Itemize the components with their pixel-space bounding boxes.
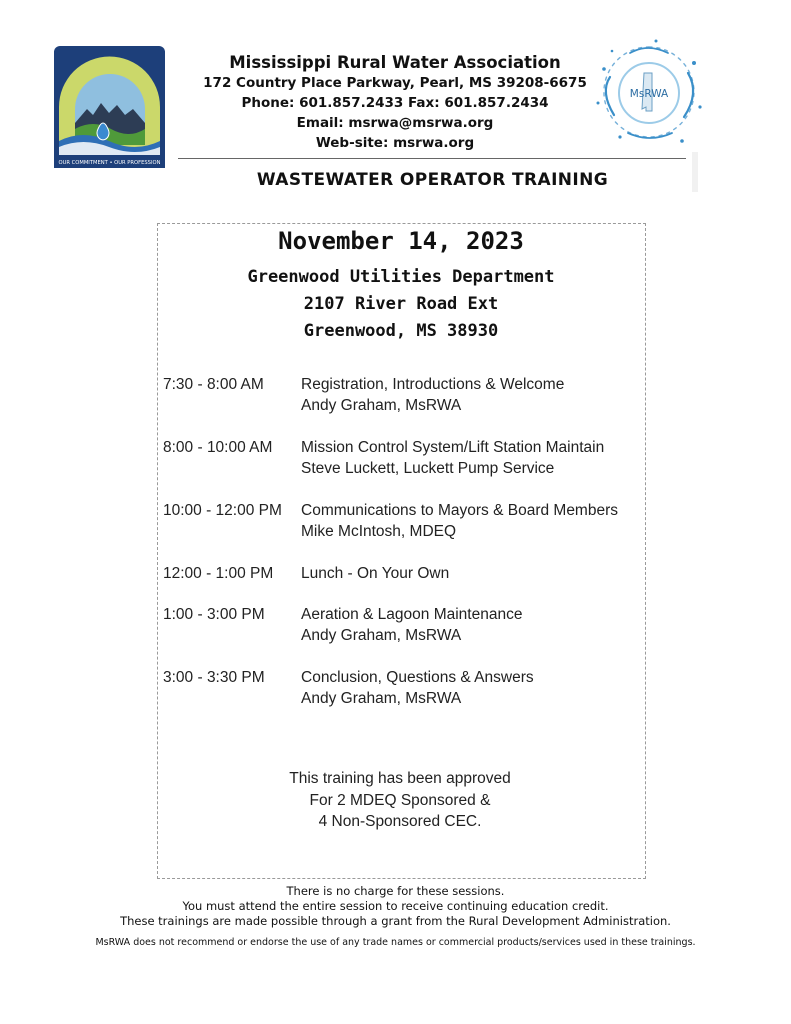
header-divider: [178, 158, 686, 159]
session-title: Lunch - On Your Own: [301, 565, 450, 582]
schedule-desc: [301, 437, 641, 479]
org-website: Web-site: msrwa.org: [315, 135, 475, 151]
venue-name: Greenwood Utilities Department: [247, 267, 555, 287]
session-title: Communications to Mayors & Board Members: [301, 502, 619, 519]
schedule-time: 3:00 - 3:30 PM: [163, 669, 265, 686]
schedule-desc: [301, 604, 641, 646]
venue-street: 2107 River Road Ext: [303, 294, 499, 314]
approval-line: For 2 MDEQ Sponsored &: [309, 791, 491, 809]
session-title: Mission Control System/Lift Station Maintain: [301, 439, 605, 456]
schedule-time: 1:00 - 3:00 PM: [163, 606, 265, 623]
org-name: Mississippi Rural Water Association: [229, 53, 561, 72]
org-address: 172 Country Place Parkway, Pearl, MS 39208-6675: [203, 75, 587, 91]
logo-right-text: MsRWA: [629, 88, 669, 100]
disclaimer: MsRWA does not recommend or endorse the use of any trade names or commercial products/services used in these trainings.: [95, 937, 696, 948]
footer-notes: [60, 884, 731, 929]
organization-header: [170, 52, 620, 153]
approval-note: [250, 768, 550, 833]
session-title: Registration, Introductions & Welcome: [301, 376, 565, 393]
page-title: WASTEWATER OPERATOR TRAINING: [256, 170, 609, 190]
msrwa-environment-logo: [53, 38, 187, 169]
schedule-desc: [301, 667, 641, 709]
org-email: Email: msrwa@msrwa.org: [296, 115, 494, 131]
session-title: Conclusion, Questions & Answers: [301, 669, 534, 686]
schedule-time: 8:00 - 10:00 AM: [163, 439, 273, 456]
session-presenter: Steve Luckett, Luckett Pump Service: [301, 460, 555, 477]
note-line: These trainings are made possible through a grant from the Rural Development Administration.: [120, 914, 671, 928]
session-presenter: Mike McIntosh, MDEQ: [301, 523, 457, 540]
note-line: You must attend the entire session to receive continuing education credit.: [182, 899, 609, 913]
session-presenter: Andy Graham, MsRWA: [301, 397, 462, 414]
schedule-desc: [301, 563, 641, 584]
approval-line: 4 Non-Sponsored CEC.: [318, 813, 482, 830]
schedule-time: 10:00 - 12:00 PM: [163, 502, 282, 519]
schedule-time: 7:30 - 8:00 AM: [163, 376, 264, 393]
logo-left-arc-text: PROTECTING OUR ENVIRONMENT: [53, 38, 187, 47]
note-line: There is no charge for these sessions.: [286, 884, 505, 898]
org-phone-fax: Phone: 601.857.2433 Fax: 601.857.2434: [241, 95, 549, 111]
schedule-desc: [301, 374, 641, 416]
msrwa-splash-logo: [590, 37, 708, 149]
event-date: November 14, 2023: [278, 227, 524, 255]
session-title: Aeration & Lagoon Maintenance: [301, 606, 523, 623]
schedule-time: 12:00 - 1:00 PM: [163, 565, 274, 582]
venue-city: Greenwood, MS 38930: [303, 321, 499, 341]
session-presenter: Andy Graham, MsRWA: [301, 690, 462, 707]
venue: [157, 264, 645, 345]
approval-line: This training has been approved: [289, 770, 511, 787]
logo-left-banner-text: OUR COMMITMENT • OUR PROFESSION: [58, 160, 161, 166]
session-presenter: Andy Graham, MsRWA: [301, 627, 462, 644]
schedule-desc: [301, 500, 641, 542]
